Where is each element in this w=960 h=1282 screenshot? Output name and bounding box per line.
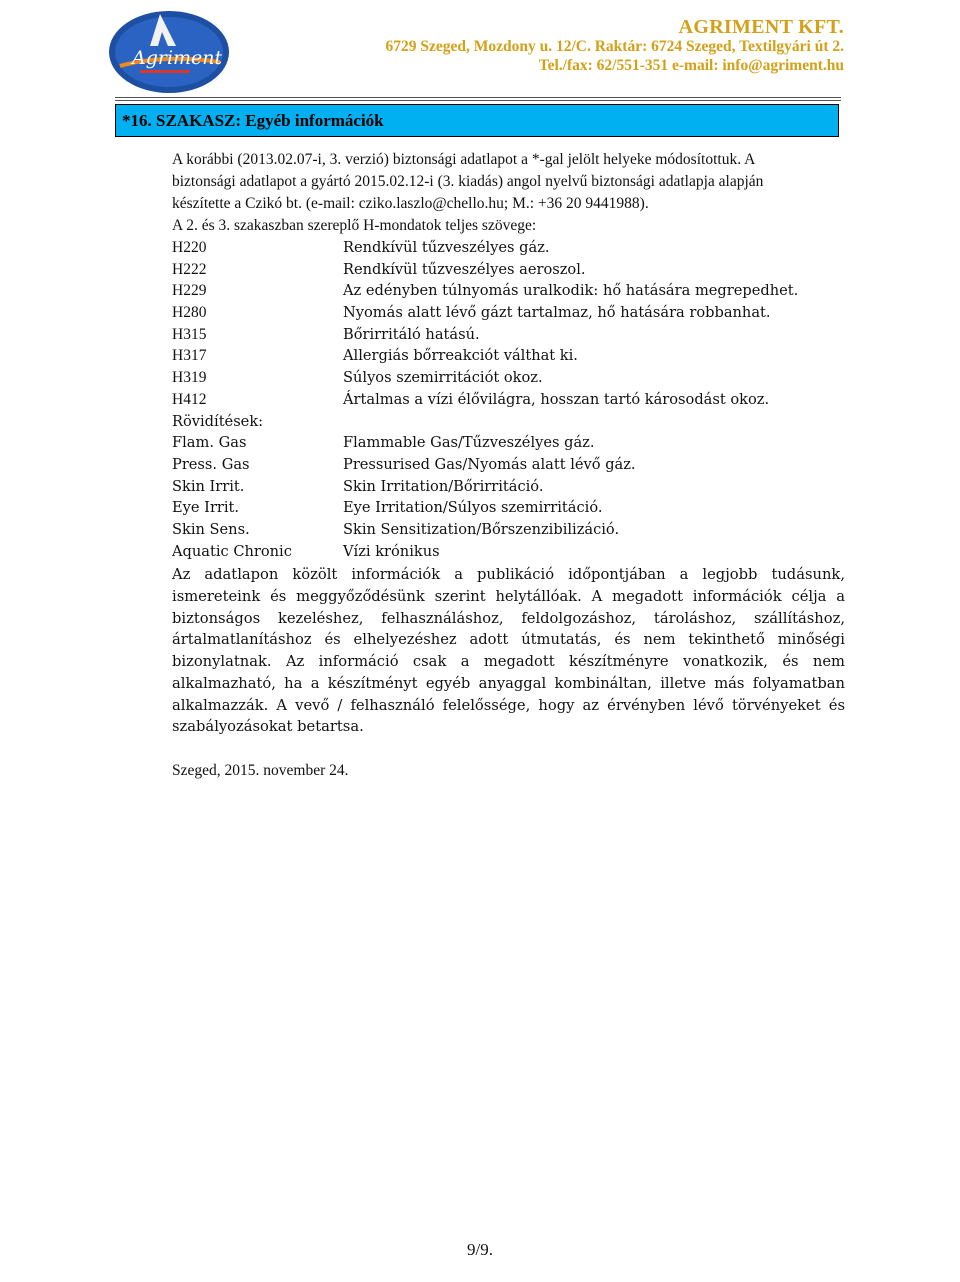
abbreviation-row <box>172 476 845 498</box>
abbreviation-row <box>172 432 845 454</box>
header-rule-top <box>115 97 841 98</box>
abbr-code: Press. Gas <box>172 455 250 473</box>
h-statement-row <box>172 324 845 346</box>
h-statement-row <box>172 345 845 367</box>
abbr-code: Aquatic Chronic <box>172 542 292 560</box>
abbr-text: Skin Sensitization/Bőrszenzibilizáció. <box>343 520 620 538</box>
h-code: H315 <box>172 325 207 343</box>
h-statement-row <box>172 259 845 281</box>
h-code: H317 <box>172 347 207 365</box>
h-statement-row <box>172 237 845 259</box>
h-text: Allergiás bőrreakciót válthat ki. <box>343 347 578 365</box>
page-number: 9/9. <box>467 1240 493 1259</box>
company-info <box>385 18 844 75</box>
abbr-text: Pressurised Gas/Nyomás alatt lévő gáz. <box>343 455 636 473</box>
h-statement-row <box>172 367 845 389</box>
logo-text: Agriment <box>132 47 223 69</box>
company-contact: Tel./fax: 62/551-351 e-mail: info@agriment.hu <box>538 57 844 74</box>
h-code: H222 <box>172 260 207 278</box>
intro-line-2: biztonsági adatlapot a gyártó 2015.02.12-i (3. kiadás) angol nyelvű biztonsági adatlapja alapján <box>172 173 764 190</box>
abbr-text: Vízi krónikus <box>343 542 440 560</box>
h-text: Ártalmas a vízi élővilágra, hosszan tartó károsodást okoz. <box>343 390 770 408</box>
abbr-code: Flam. Gas <box>172 434 247 452</box>
h-text: Nyomás alatt lévő gázt tartalmaz, hő hatására robbanhat. <box>343 304 771 322</box>
section-heading-bar <box>115 104 839 137</box>
h-code: H412 <box>172 390 207 408</box>
h-code: H220 <box>172 239 207 256</box>
abbreviations-heading: Rövidítések: <box>172 412 264 430</box>
abbr-text: Skin Irritation/Bőrirritáció. <box>343 477 544 495</box>
h-text: Az edényben túlnyomás uralkodik: hő hatására megrepedhet. <box>343 282 799 300</box>
h-text: Súlyos szemirritációt okoz. <box>343 369 543 387</box>
intro-text <box>172 149 845 237</box>
h-text: Bőrirritáló hatású. <box>343 325 480 343</box>
abbreviation-row <box>172 519 845 541</box>
header-rule-bottom <box>115 100 841 101</box>
h-text: Rendkívül tűzveszélyes gáz. <box>343 239 550 256</box>
h-statements-list <box>172 237 845 411</box>
abbr-text: Eye Irritation/Súlyos szemirritáció. <box>343 499 603 517</box>
abbr-code: Skin Irrit. <box>172 477 245 495</box>
h-statement-row <box>172 389 845 411</box>
h-code: H229 <box>172 282 207 300</box>
disclaimer-paragraph: Az adatlapon közölt információk a publikáció időpontjában a legjobb tudásunk, ismereteink és meggyőződésünk szerint helytállóak. A megadott információk célja a biztonságos kezeléshez, felhasználáshoz, feldolgozáshoz, tároláshoz, szállításhoz, ártalmatlanításhoz és elhelyezéshez adott útmutatás, és nem tekinthető minőségi bizonylatnak. Az információ csak a megadott készítményre vonatkozik, és nem alkalmazható, ha a készítményt egyéb anyaggal kombináltan, illetve más folyamatban alkalmazzák. A vevő / felhasználó felelőssége, hogy az érvényben lévő törvényeket és szabályozásokat betartsa. <box>172 566 845 736</box>
h-statement-row <box>172 302 845 324</box>
abbreviations-list <box>172 432 845 562</box>
date-line: Szeged, 2015. november 24. <box>172 761 349 779</box>
abbr-text: Flammable Gas/Tűzveszélyes gáz. <box>343 434 595 452</box>
intro-line-4: A 2. és 3. szakaszban szereplő H-mondatok teljes szövege: <box>172 217 537 234</box>
h-code: H319 <box>172 369 207 387</box>
abbreviation-row <box>172 454 845 476</box>
company-logo <box>102 6 232 94</box>
company-address: 6729 Szeged, Mozdony u. 12/C. Raktár: 6724 Szeged, Textilgyári út 2. <box>385 38 844 55</box>
h-text: Rendkívül tűzveszélyes aeroszol. <box>343 260 586 278</box>
section-title: *16. SZAKASZ: Egyéb információk <box>122 111 384 130</box>
h-statement-row <box>172 280 845 302</box>
abbr-code: Skin Sens. <box>172 520 250 538</box>
section-content <box>172 149 845 781</box>
abbreviation-row <box>172 541 845 563</box>
abbr-code: Eye Irrit. <box>172 499 240 517</box>
h-code: H280 <box>172 304 207 322</box>
abbreviation-row <box>172 497 845 519</box>
intro-line-1: A korábbi (2013.02.07-i, 3. verzió) biztonsági adatlapot a *-gal jelölt helyeke módosítottuk. A <box>172 151 756 168</box>
company-name: AGRIMENT KFT. <box>678 16 844 38</box>
intro-line-3: készítette a Czikó bt. (e-mail: cziko.laszlo@chello.hu; M.: +36 20 9441988). <box>172 195 649 212</box>
